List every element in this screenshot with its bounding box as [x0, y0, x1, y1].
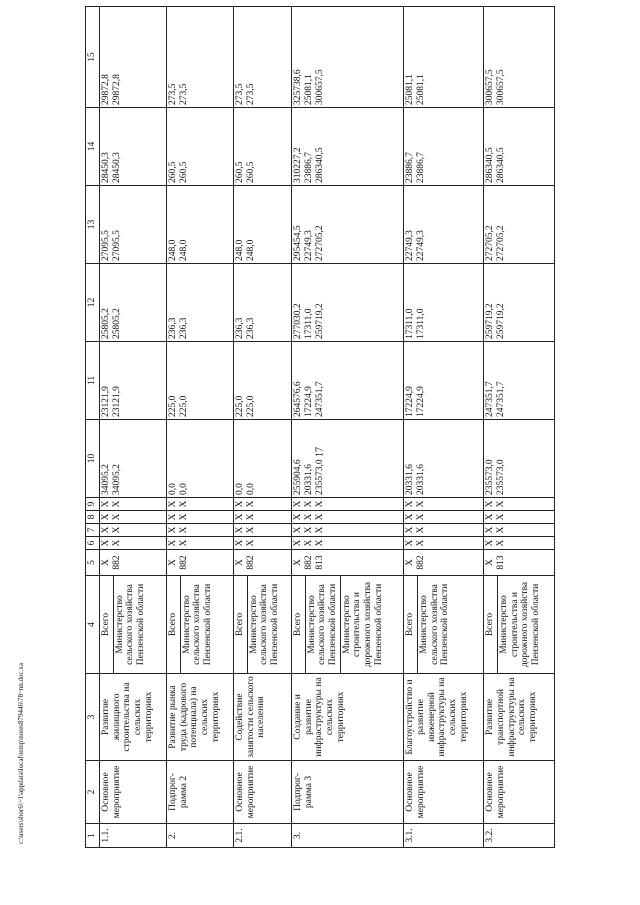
value-cell: [484, 498, 555, 511]
value-cell: [484, 537, 555, 550]
value-v14: 28450,3: [101, 152, 111, 183]
value-v10: 0,0: [235, 483, 246, 495]
value-c6: Х: [304, 539, 315, 547]
value-v13: 248,0: [235, 239, 246, 261]
value-v10: 0,0: [246, 483, 257, 495]
value-v14: 260,5: [246, 161, 257, 183]
value-c8: Х: [304, 513, 315, 521]
value-cell: [234, 342, 292, 420]
value-cell: [404, 7, 484, 108]
value-v11: 17224,9: [416, 386, 427, 417]
value-cell: [100, 511, 167, 524]
value-cell: [484, 264, 555, 342]
table-row: [234, 7, 292, 848]
value-cell: [484, 7, 555, 108]
executor-ministry: Министерство строительства и дорожного хозяйства Пензенской области: [340, 576, 386, 673]
value-v14: 260,5: [168, 161, 179, 183]
value-v15: 29872,8: [112, 74, 122, 105]
value-v12: 17311,0: [416, 308, 427, 339]
value-c6: Х: [416, 539, 427, 547]
row-name: Развитие рынка труда (кадрового потенциала) на сельских территориях: [167, 674, 234, 761]
value-cell: [167, 342, 234, 420]
table-body: [100, 7, 555, 848]
value-v10: 235573,0: [485, 459, 496, 495]
value-v15: 25081,1: [416, 74, 427, 105]
value-cell: [234, 511, 292, 524]
value-code: 813: [315, 555, 326, 570]
value-cell: [100, 342, 167, 420]
value-c7: Х: [405, 526, 416, 534]
value-c8: Х: [246, 513, 257, 521]
value-v14: 260,5: [179, 161, 190, 183]
value-cell: [100, 7, 167, 108]
value-cell: [234, 420, 292, 498]
page-number: 17: [314, 447, 326, 457]
value-c6: Х: [485, 539, 496, 547]
value-v15: 25081,1: [405, 74, 416, 105]
value-v13: 22749,3: [304, 230, 315, 261]
value-c9: Х: [496, 500, 507, 508]
value-v14: 286340,5: [315, 147, 326, 183]
value-v14: 310227,2: [293, 147, 304, 183]
value-v12: 236,3: [246, 317, 257, 339]
value-c8: Х: [168, 513, 179, 521]
table-row: [100, 7, 167, 848]
row-type: Основное мероприятие: [234, 761, 292, 824]
value-cell: [404, 186, 484, 264]
executor-total: Всего: [235, 612, 246, 637]
executor-total: Всего: [293, 612, 304, 637]
value-cell: [167, 264, 234, 342]
value-v11: 264576,6: [293, 381, 304, 417]
value-v13: 248,0: [179, 239, 190, 261]
value-cell: [167, 511, 234, 524]
value-v14: 286340,5: [485, 147, 496, 183]
value-cell: [404, 498, 484, 511]
value-cell: [292, 550, 404, 576]
value-code: Х: [405, 559, 416, 566]
value-v11: 17224,9: [405, 386, 416, 417]
value-v10: 34095,2: [112, 464, 122, 495]
value-c6: Х: [179, 539, 190, 547]
value-cell: [292, 186, 404, 264]
row-number: 3.: [292, 824, 404, 848]
value-cell: [404, 550, 484, 576]
value-c7: Х: [485, 526, 496, 534]
value-v15: 273,5: [235, 83, 246, 105]
value-v12: 25805,2: [112, 308, 122, 339]
row-name: Развитие транспортной инфраструктуры на сельских территориях: [484, 674, 555, 761]
value-cell: [404, 524, 484, 537]
file-path-text: c:\users\sbor6\~1\appdata\local\temp\notes879446\78~nn.doc.xa: [17, 663, 25, 844]
column-header: 8: [86, 511, 100, 524]
value-c8: Х: [315, 513, 326, 521]
executor-ministry: Министерство сельского хозяйства Пензенской области: [417, 576, 452, 673]
value-c6: Х: [246, 539, 257, 547]
value-cell: [404, 264, 484, 342]
value-c9: Х: [112, 500, 122, 508]
value-c9: Х: [293, 500, 304, 508]
value-v13: 248,0: [168, 239, 179, 261]
value-v12: 25805,2: [101, 308, 111, 339]
value-c8: Х: [179, 513, 190, 521]
value-c8: Х: [416, 513, 427, 521]
column-header: 14: [86, 108, 100, 186]
value-cell: [234, 186, 292, 264]
value-cell: [100, 264, 167, 342]
value-cell: [234, 537, 292, 550]
value-cell: [404, 511, 484, 524]
row-number: 2.: [167, 824, 234, 848]
value-v15: 273,5: [179, 83, 190, 105]
column-header: 15: [86, 7, 100, 108]
value-code: Х: [235, 559, 246, 566]
value-c9: Х: [485, 500, 496, 508]
value-v13: 27095,5: [112, 230, 122, 261]
value-v11: 23121,9: [101, 386, 111, 417]
value-v15: 273,5: [246, 83, 257, 105]
value-v13: 27095,5: [101, 230, 111, 261]
value-cell: [292, 108, 404, 186]
value-v13: 272705,2: [496, 225, 507, 261]
value-c9: Х: [304, 500, 315, 508]
executor-cell: [234, 576, 292, 674]
value-code: 882: [112, 555, 122, 570]
column-header: 3: [86, 674, 100, 761]
executor-ministry: Министерство сельского хозяйства Пензенской области: [113, 576, 148, 673]
value-v13: 22749,3: [416, 230, 427, 261]
table-row: [484, 7, 555, 848]
value-v13: 295454,5: [293, 225, 304, 261]
value-cell: [167, 537, 234, 550]
value-c8: Х: [293, 513, 304, 521]
value-v15: 273,5: [168, 83, 179, 105]
column-header: 13: [86, 186, 100, 264]
value-v14: 23886,7: [304, 152, 315, 183]
value-cell: [292, 524, 404, 537]
value-code: 882: [416, 555, 427, 570]
value-v12: 236,3: [235, 317, 246, 339]
row-name: Содействие занятости сельского населения: [234, 674, 292, 761]
row-type: Подпрог-рамма 3: [292, 761, 404, 824]
value-v11: 225,0: [179, 395, 190, 417]
value-cell: [484, 511, 555, 524]
value-v12: 259719,2: [496, 303, 507, 339]
value-c6: Х: [293, 539, 304, 547]
value-c7: Х: [315, 526, 326, 534]
executor-ministry: Министерство строительства и дорожного хозяйства Пензенской области: [497, 576, 543, 673]
value-c8: Х: [235, 513, 246, 521]
row-number: 1.1.: [100, 824, 167, 848]
value-cell: [167, 186, 234, 264]
value-v15: 300657,5: [485, 69, 496, 105]
value-cell: [100, 498, 167, 511]
value-cell: [292, 342, 404, 420]
value-cell: [167, 498, 234, 511]
value-v10: 20331,6: [405, 464, 416, 495]
column-header: 2: [86, 761, 100, 824]
executor-cell: [404, 576, 484, 674]
header-row: [86, 7, 100, 848]
value-v11: 225,0: [246, 395, 257, 417]
column-header: 5: [86, 550, 100, 576]
value-v10: 235573,0: [315, 459, 326, 495]
value-v11: 247351,7: [485, 381, 496, 417]
value-c7: Х: [112, 526, 122, 534]
value-cell: [167, 524, 234, 537]
value-c7: Х: [168, 526, 179, 534]
value-c9: Х: [235, 500, 246, 508]
value-v12: 17311,0: [304, 308, 315, 339]
value-cell: [100, 537, 167, 550]
value-c8: Х: [112, 513, 122, 521]
value-cell: [292, 511, 404, 524]
value-c9: Х: [405, 500, 416, 508]
value-c8: Х: [405, 513, 416, 521]
value-c6: Х: [112, 539, 122, 547]
value-cell: [100, 186, 167, 264]
value-v11: 247351,7: [496, 381, 507, 417]
value-v11: 225,0: [168, 395, 179, 417]
value-v15: 25081,1: [304, 74, 315, 105]
value-c9: Х: [168, 500, 179, 508]
value-v10: 255904,6: [293, 459, 304, 495]
value-cell: [404, 537, 484, 550]
value-c7: Х: [246, 526, 257, 534]
executor-cell: [100, 576, 167, 674]
value-cell: [484, 550, 555, 576]
value-c7: Х: [235, 526, 246, 534]
row-type: Основное мероприятие: [100, 761, 167, 824]
column-header: 11: [86, 342, 100, 420]
value-c6: Х: [235, 539, 246, 547]
value-cell: [100, 420, 167, 498]
value-cell: [100, 524, 167, 537]
value-code: 882: [179, 555, 190, 570]
column-header: 10: [86, 420, 100, 498]
value-v12: 236,3: [179, 317, 190, 339]
value-c6: Х: [496, 539, 507, 547]
value-cell: [484, 420, 555, 498]
value-cell: [484, 186, 555, 264]
value-code: 882: [246, 555, 257, 570]
value-v10: 34095,2: [101, 464, 111, 495]
value-v14: 260,5: [235, 161, 246, 183]
table-row: [404, 7, 484, 848]
value-cell: [167, 108, 234, 186]
value-cell: [484, 342, 555, 420]
executor-ministry: Министерство сельского хозяйства Пензенской области: [180, 576, 215, 673]
column-header: 9: [86, 498, 100, 511]
value-cell: [234, 524, 292, 537]
value-code: Х: [101, 559, 111, 566]
value-cell: [234, 108, 292, 186]
value-cell: [167, 420, 234, 498]
value-c9: Х: [101, 500, 111, 508]
executor-total: Всего: [405, 612, 416, 637]
column-header: 12: [86, 264, 100, 342]
value-cell: [167, 7, 234, 108]
value-cell: [484, 108, 555, 186]
table-row: [292, 7, 404, 848]
row-number: 3.1.: [404, 824, 484, 848]
value-cell: [404, 420, 484, 498]
value-v12: 259719,2: [485, 303, 496, 339]
value-code: 882: [304, 555, 315, 570]
value-v12: 236,3: [168, 317, 179, 339]
value-cell: [167, 550, 234, 576]
value-cell: [292, 498, 404, 511]
value-v10: 20331,6: [304, 464, 315, 495]
value-c9: Х: [246, 500, 257, 508]
value-v14: 286340,5: [496, 147, 507, 183]
executor-ministry: Министерство сельского хозяйства Пензенской области: [247, 576, 282, 673]
row-name: Создание и развитие инфраструктуры на сельских территориях: [292, 674, 404, 761]
value-cell: [484, 524, 555, 537]
value-c7: Х: [101, 526, 111, 534]
table-row: [167, 7, 234, 848]
value-code: Х: [485, 559, 496, 566]
value-v10: 20331,6: [416, 464, 427, 495]
value-c7: Х: [293, 526, 304, 534]
value-c8: Х: [485, 513, 496, 521]
value-c9: Х: [315, 500, 326, 508]
value-cell: [100, 550, 167, 576]
value-v10: 235573,0: [496, 459, 507, 495]
value-v12: 277030,2: [293, 303, 304, 339]
row-name: Развитие жилищного строительства на сельских территориях: [100, 674, 167, 761]
value-code: Х: [293, 559, 304, 566]
value-v15: 300657,5: [496, 69, 507, 105]
value-c8: Х: [101, 513, 111, 521]
value-v15: 300657,5: [315, 69, 326, 105]
row-type: Подпрог-рамма 2: [167, 761, 234, 824]
value-c6: Х: [405, 539, 416, 547]
value-v11: 247351,7: [315, 381, 326, 417]
executor-total: Всего: [101, 612, 111, 637]
row-type: Основное мероприятие: [404, 761, 484, 824]
executor-cell: [167, 576, 234, 674]
column-header: 7: [86, 524, 100, 537]
value-c7: Х: [496, 526, 507, 534]
value-v14: 23886,7: [405, 152, 416, 183]
value-c6: Х: [168, 539, 179, 547]
value-v13: 22749,3: [405, 230, 416, 261]
value-c9: Х: [416, 500, 427, 508]
value-cell: [404, 342, 484, 420]
column-header: 1: [86, 824, 100, 848]
value-v13: 248,0: [246, 239, 257, 261]
value-c9: Х: [179, 500, 190, 508]
value-v10: 0,0: [168, 483, 179, 495]
value-v15: 325738,6: [293, 69, 304, 105]
value-cell: [234, 7, 292, 108]
value-cell: [234, 550, 292, 576]
value-cell: [234, 498, 292, 511]
value-c7: Х: [304, 526, 315, 534]
value-v11: 225,0: [235, 395, 246, 417]
value-c7: Х: [179, 526, 190, 534]
value-c8: Х: [496, 513, 507, 521]
value-cell: [292, 420, 404, 498]
executor-total: Всего: [485, 612, 496, 637]
value-v14: 28450,3: [112, 152, 122, 183]
row-name: Благоустройство и развитие инженерной инфраструктуры на сельских территориях: [404, 674, 484, 761]
executor-cell: [292, 576, 404, 674]
value-cell: [292, 264, 404, 342]
executor-total: Всего: [168, 612, 179, 637]
row-number: 3.2.: [484, 824, 555, 848]
value-code: 813: [496, 555, 507, 570]
value-v14: 23886,7: [416, 152, 427, 183]
value-v11: 23121,9: [112, 386, 122, 417]
value-cell: [292, 537, 404, 550]
value-c6: Х: [101, 539, 111, 547]
value-cell: [234, 264, 292, 342]
budget-table-wrapper: [85, 28, 555, 848]
column-header: 4: [86, 576, 100, 674]
value-v13: 272705,2: [485, 225, 496, 261]
row-number: 2.1.: [234, 824, 292, 848]
value-c6: Х: [315, 539, 326, 547]
value-v15: 29872,8: [101, 74, 111, 105]
value-c7: Х: [416, 526, 427, 534]
value-v13: 272705,2: [315, 225, 326, 261]
executor-cell: [484, 576, 555, 674]
value-v12: 259719,2: [315, 303, 326, 339]
budget-table: [85, 6, 555, 848]
value-cell: [292, 7, 404, 108]
value-v12: 17311,0: [405, 308, 416, 339]
value-code: Х: [168, 559, 179, 566]
row-type: Основное мероприятие: [484, 761, 555, 824]
value-v11: 17224,9: [304, 386, 315, 417]
value-cell: [404, 108, 484, 186]
value-cell: [100, 108, 167, 186]
column-header: 6: [86, 537, 100, 550]
executor-ministry: Министерство сельского хозяйства Пензенской области: [305, 576, 340, 673]
value-v10: 0,0: [179, 483, 190, 495]
